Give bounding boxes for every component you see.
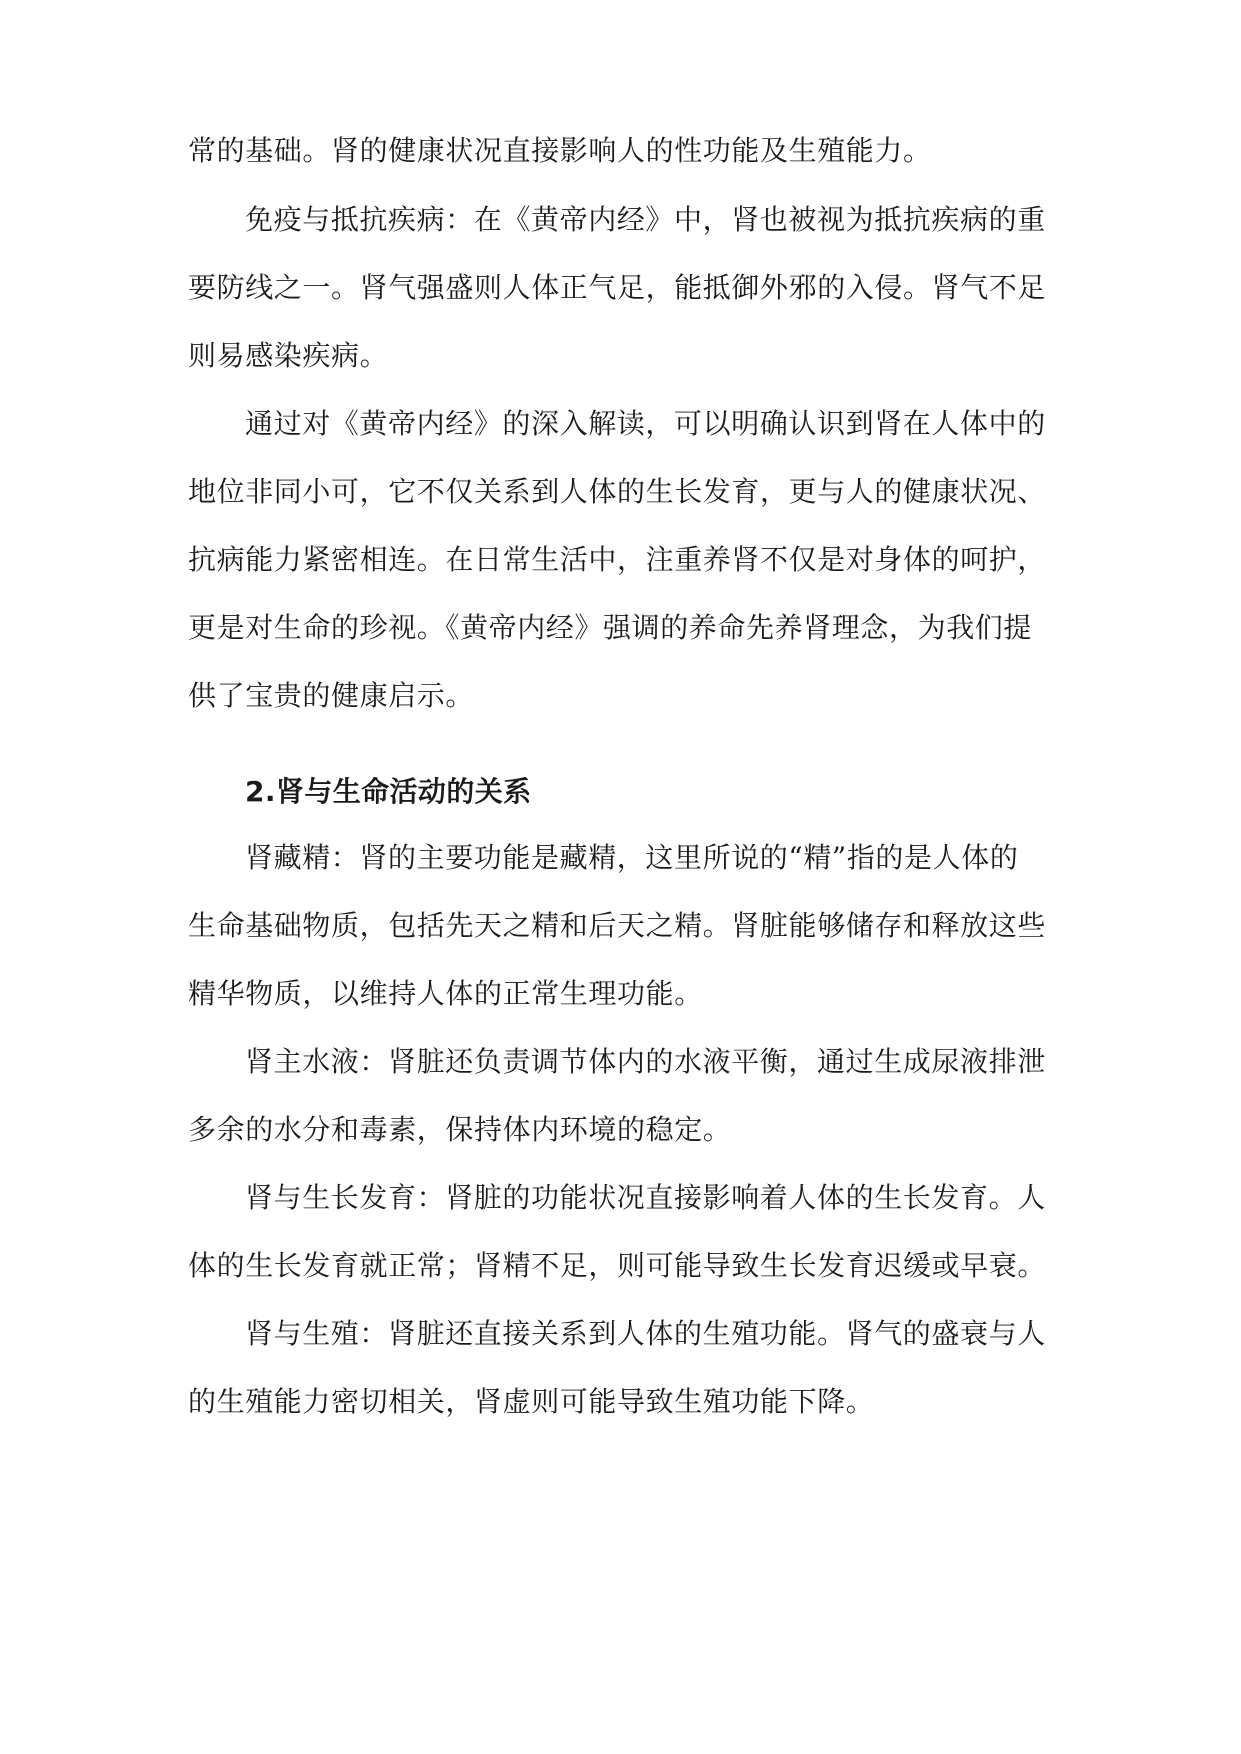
paragraph-line: 免疫与抵抗疾病：在《黄帝内经》中，肾也被视为抵抗疾病的重 <box>245 203 1046 236</box>
paragraph-line: 更是对生命的珍视。《黄帝内经》强调的养命先养肾理念，为我们提 <box>188 611 1033 644</box>
paragraph-line: 肾主水液：肾脏还负责调节体内的水液平衡，通过生成尿液排泄 <box>245 1045 1046 1078</box>
paragraph-line: 要防线之一。肾气强盛则人体正气足，能抵御外邪的入侵。肾气不足 <box>188 271 1047 304</box>
paragraph-line: 多余的水分和毒素，保持体内环境的稳定。 <box>188 1113 732 1146</box>
paragraph-line: 的生殖能力密切相关，肾虚则可能导致生殖功能下降。 <box>188 1385 875 1418</box>
paragraph-line: 常的基础。肾的健康状况直接影响人的性功能及生殖能力。 <box>188 134 932 167</box>
paragraph-line: 通过对《黄帝内经》的深入解读，可以明确认识到肾在人体中的 <box>245 407 1046 440</box>
paragraph-line: 肾藏精：肾的主要功能是藏精，这里所说的“精”指的是人体的 <box>245 841 1019 874</box>
paragraph-line: 供了宝贵的健康启示。 <box>188 679 475 712</box>
paragraph-line: 抗病能力紧密相连。在日常生活中，注重养肾不仅是对身体的呵护， <box>188 543 1047 576</box>
paragraph-line: 生命基础物质，包括先天之精和后天之精。肾脏能够储存和释放这些 <box>188 909 1047 942</box>
paragraph-line: 地位非同小可，它不仅关系到人体的生长发育，更与人的健康状况、 <box>188 475 1047 508</box>
paragraph-line: 则易感染疾病。 <box>188 339 389 372</box>
paragraph-line: 精华物质，以维持人体的正常生理功能。 <box>188 977 703 1010</box>
paragraph-line: 体的生长发育就正常；肾精不足，则可能导致生长发育迟缓或早衰。 <box>188 1249 1047 1282</box>
paragraph-line: 肾与生殖：肾脏还直接关系到人体的生殖功能。肾气的盛衰与人 <box>245 1317 1046 1350</box>
paragraph-line: 肾与生长发育：肾脏的功能状况直接影响着人体的生长发育。人 <box>245 1181 1046 1214</box>
section-heading: 2.肾与生命活动的关系 <box>245 775 532 808</box>
